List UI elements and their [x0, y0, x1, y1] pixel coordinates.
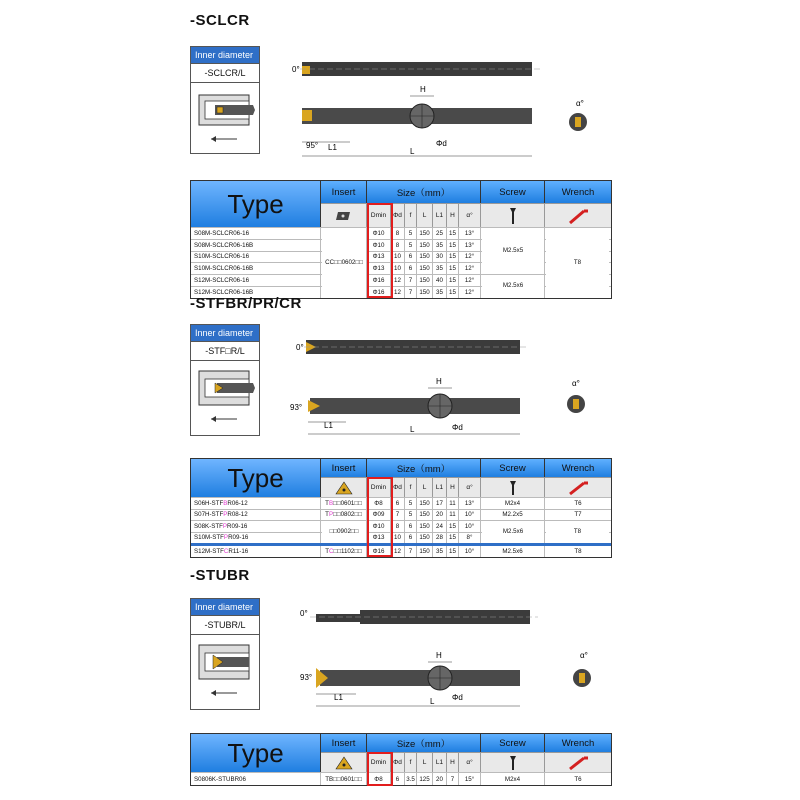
tool-drawing-stubr [280, 600, 600, 715]
angle-93-label: 93° [290, 403, 303, 412]
col-f: f [405, 752, 417, 772]
type-header: Type [191, 181, 321, 227]
col-alpha: α° [459, 203, 481, 227]
cell-d: 10 [391, 533, 405, 544]
alpha-label: α° [580, 651, 588, 660]
angle-0-label: 0° [300, 609, 308, 618]
dim-h-label: H [420, 85, 426, 94]
inner-diameter-code: -SCLCR/L [191, 64, 259, 83]
dmin-highlight [367, 752, 393, 786]
cell-L: 125 [417, 773, 433, 785]
insert-variant: P [328, 511, 334, 519]
insert-cell [321, 546, 367, 557]
inner-diameter-label: Inner diameter [191, 325, 259, 342]
cell-H: 15 [447, 240, 459, 251]
insert-cell: TB□□0601□□ [321, 773, 367, 785]
cell-f: 5 [405, 498, 417, 509]
cell-H: 15 [447, 521, 459, 532]
cell-dmin: Φ8 [367, 498, 391, 509]
cell-L: 150 [417, 240, 433, 251]
dim-d-label: Φd [452, 693, 463, 702]
cell-f: 7 [405, 287, 417, 298]
model-prefix: S10M-STF [194, 534, 224, 542]
col-l: L [417, 203, 433, 227]
cell-L1: 30 [433, 252, 447, 263]
boring-schematic [191, 83, 259, 153]
cell-d: 12 [391, 275, 405, 286]
table-row [191, 509, 611, 521]
model-cell: S08M-SCLCR06-16B [191, 240, 321, 251]
model-variant: C [223, 547, 229, 555]
col-d: Φd [391, 203, 405, 227]
cell-d: 10 [391, 252, 405, 263]
cell-dmin: Φ10 [367, 240, 391, 251]
cell-a: 12° [459, 287, 481, 298]
model-variant: P [222, 522, 228, 530]
tool-drawing-stfbr [280, 330, 600, 445]
dim-l1-label: L1 [334, 693, 343, 702]
section-title-stfbr: -STFBR/PR/CR [190, 295, 302, 312]
model-variant: P [223, 511, 228, 519]
cell-dmin: Φ13 [367, 533, 391, 544]
insert-merged: □□0902□□ [322, 521, 366, 542]
cell-H: 15 [447, 252, 459, 263]
model-suffix: R09-16 [228, 534, 249, 542]
insert-cell [321, 510, 367, 521]
dim-d-label: Φd [452, 423, 463, 432]
dim-h-label: H [436, 377, 442, 386]
cell-L1: 17 [433, 498, 447, 509]
col-dmin: Dmin [367, 752, 391, 772]
insert-cell [321, 498, 367, 509]
angle-93-label: 93° [300, 673, 313, 682]
cell-dmin: Φ16 [367, 546, 391, 557]
inner-diameter-label: Inner diameter [191, 47, 259, 64]
table-row [191, 543, 611, 557]
model-prefix: S06H-STF [194, 499, 224, 507]
cell-L1: 35 [433, 287, 447, 298]
col-h: H [447, 752, 459, 772]
model-suffix: R08-12 [227, 511, 248, 519]
cell-dmin: Φ10 [367, 228, 391, 239]
type-header: Type [191, 734, 321, 772]
cell-d: 7 [391, 510, 405, 521]
dim-l-label: L [430, 697, 435, 706]
angle-0-label: 0° [292, 65, 300, 74]
insert-prefix: T [325, 499, 329, 507]
cell-d: 10 [391, 263, 405, 274]
boring-schematic [191, 635, 259, 709]
col-alpha: α° [459, 752, 481, 772]
cell-f: 6 [405, 252, 417, 263]
insert-icon [321, 203, 367, 227]
cell-H: 7 [447, 773, 459, 785]
col-l1: L1 [433, 203, 447, 227]
cell-a: 10° [459, 510, 481, 521]
wrench-cell: T6 [574, 775, 582, 783]
model-cell [191, 510, 321, 521]
cell-L: 150 [417, 287, 433, 298]
model-suffix: R09-16 [227, 522, 248, 530]
wrench-cell: T8 [574, 547, 582, 555]
col-dmin: Dmin [367, 203, 391, 227]
cell-H: 15 [447, 275, 459, 286]
screw-merged: M2.5x6 [482, 521, 544, 542]
section-title-stubr: -STUBR [190, 567, 250, 584]
screw-icon [481, 477, 545, 497]
col-h: H [447, 203, 459, 227]
inner-diameter-box [190, 598, 260, 710]
inner-diameter-label: Inner diameter [191, 599, 259, 616]
cell-f: 6 [405, 263, 417, 274]
cell-L1: 35 [433, 546, 447, 557]
cell-f: 7 [405, 546, 417, 557]
screw-icon [481, 203, 545, 227]
model-cell: S10M-SCLCR06-16 [191, 252, 321, 263]
screw-icon [481, 752, 545, 772]
cell-L: 150 [417, 263, 433, 274]
cell-L: 150 [417, 228, 433, 239]
insert-variant: C [329, 547, 334, 555]
wrench-header: Wrench [545, 181, 611, 203]
cell-L1: 35 [433, 240, 447, 251]
model-variant: B [223, 499, 228, 507]
inner-diameter-code: -STUBR/L [191, 616, 259, 635]
cell-f: 6 [405, 533, 417, 544]
cell-L1: 40 [433, 275, 447, 286]
alpha-label: α° [572, 379, 580, 388]
screw-header: Screw [481, 459, 545, 477]
cell-a: 13° [459, 228, 481, 239]
col-l1: L1 [433, 477, 447, 497]
cell-a: 8° [459, 533, 481, 544]
cell-L: 150 [417, 546, 433, 557]
cell-d: 12 [391, 546, 405, 557]
screw-cell: M2x4 [481, 498, 545, 509]
col-l: L [417, 477, 433, 497]
cell-L: 150 [417, 510, 433, 521]
model-variant: P [223, 534, 229, 542]
wrench-icon [545, 203, 611, 227]
insert-header: Insert [321, 459, 367, 477]
cell-f: 3.5 [405, 773, 417, 785]
model-prefix: S08K-STF [194, 522, 223, 530]
insert-suffix: □□1102□□ [333, 547, 362, 555]
col-dmin: Dmin [367, 477, 391, 497]
dim-l-label: L [410, 425, 415, 434]
col-f: f [405, 203, 417, 227]
boring-schematic [191, 361, 259, 435]
wrench-merged: T8 [546, 521, 609, 542]
cell-H: 15 [447, 228, 459, 239]
insert-header: Insert [321, 181, 367, 203]
wrench-header: Wrench [545, 734, 611, 752]
model-prefix: S12M-STF [194, 547, 224, 555]
cell-H: 15 [447, 533, 459, 544]
screw-merged-2: M2.5x6 [482, 275, 544, 297]
dim-l-label: L [410, 147, 415, 156]
wrench-merged: T8 [546, 228, 609, 297]
cell-f: 5 [405, 228, 417, 239]
cell-L: 150 [417, 252, 433, 263]
cell-f: 5 [405, 510, 417, 521]
screw-cell: M2.5x6 [481, 546, 545, 557]
cell-d: 8 [391, 521, 405, 532]
insert-header: Insert [321, 734, 367, 752]
dim-l1-label: L1 [328, 143, 337, 152]
col-alpha: α° [459, 477, 481, 497]
size-header: Size（mm） [367, 459, 481, 477]
cell-d: 6 [391, 498, 405, 509]
inner-diameter-code: -STF□R/L [191, 342, 259, 361]
wrench-header: Wrench [545, 459, 611, 477]
cell-dmin: Φ16 [367, 275, 391, 286]
insert-prefix: T [325, 547, 330, 555]
model-cell [191, 498, 321, 509]
inner-diameter-box [190, 324, 260, 436]
col-f: f [405, 477, 417, 497]
cell-d: 8 [391, 240, 405, 251]
screw-merged-1: M2.5x5 [482, 228, 544, 273]
cell-H: 11 [447, 510, 459, 521]
angle-0-label: 0° [296, 343, 304, 352]
model-cell: S10M-SCLCR06-16B [191, 263, 321, 274]
cell-L: 150 [417, 533, 433, 544]
col-h: H [447, 477, 459, 497]
cell-H: 11 [447, 498, 459, 509]
cell-a: 12° [459, 252, 481, 263]
angle-95-label: 95° [306, 141, 319, 150]
model-prefix: S07H-STF [194, 511, 224, 519]
cell-f: 6 [405, 521, 417, 532]
col-l: L [417, 752, 433, 772]
alpha-label: α° [576, 99, 584, 108]
cell-H: 15 [447, 263, 459, 274]
cell-L1: 28 [433, 533, 447, 544]
insert-suffix: □□0601□□ [333, 499, 362, 507]
col-d: Φd [391, 477, 405, 497]
model-cell [191, 546, 321, 557]
model-suffix: R11-16 [228, 547, 249, 555]
insert-variant: B [328, 499, 334, 507]
tool-drawing-sclcr [280, 50, 600, 175]
wrench-cell: T6 [574, 499, 582, 507]
model-suffix: R06-12 [227, 499, 248, 507]
dim-l1-label: L1 [324, 421, 333, 430]
screw-cell: M2x4 [481, 773, 545, 785]
wrench-icon [545, 752, 611, 772]
cell-dmin: Φ13 [367, 263, 391, 274]
inner-diameter-box [190, 46, 260, 154]
screw-header: Screw [481, 181, 545, 203]
cell-a: 15° [459, 773, 481, 785]
cell-L1: 25 [433, 228, 447, 239]
model-cell: S12M-SCLCR06-16 [191, 275, 321, 286]
cell-dmin: Φ8 [367, 773, 391, 785]
cell-a: 12° [459, 275, 481, 286]
insert-suffix: □□0802□□ [333, 511, 362, 519]
cell-L1: 35 [433, 263, 447, 274]
dim-d-label: Φd [436, 139, 447, 148]
model-cell [191, 533, 321, 544]
cell-dmin: Φ13 [367, 252, 391, 263]
cell-f: 5 [405, 240, 417, 251]
cell-d: 8 [391, 228, 405, 239]
cell-H: 15 [447, 287, 459, 298]
model-cell: S08M-SCLCR06-16 [191, 228, 321, 239]
cell-a: 10° [459, 521, 481, 532]
type-header: Type [191, 459, 321, 497]
cell-dmin: Φ16 [367, 287, 391, 298]
insert-code-merged: CC□□0602□□ [322, 228, 366, 297]
cell-dmin: Φ09 [367, 510, 391, 521]
cell-d: 12 [391, 287, 405, 298]
cell-H: 15 [447, 546, 459, 557]
cell-d: 6 [391, 773, 405, 785]
cell-L1: 24 [433, 521, 447, 532]
insert-prefix: T [325, 511, 329, 519]
model-cell: S12M-SCLCR06-16B [191, 287, 321, 298]
col-d: Φd [391, 752, 405, 772]
table-row [191, 772, 611, 785]
dim-h-label: H [436, 651, 442, 660]
cell-L: 150 [417, 275, 433, 286]
insert-icon [321, 477, 367, 497]
spec-table-stubr [190, 733, 612, 786]
dmin-highlight [367, 203, 393, 298]
screw-header: Screw [481, 734, 545, 752]
cell-a: 10° [459, 546, 481, 557]
cell-f: 7 [405, 275, 417, 286]
cell-a: 13° [459, 240, 481, 251]
wrench-icon [545, 477, 611, 497]
cell-L1: 20 [433, 510, 447, 521]
cell-a: 12° [459, 263, 481, 274]
dmin-highlight [367, 477, 393, 557]
size-header: Size（mm） [367, 734, 481, 752]
table-row [191, 497, 611, 509]
cell-L: 150 [417, 521, 433, 532]
wrench-cell: T7 [574, 511, 582, 519]
section-title-sclcr: -SCLCR [190, 12, 250, 29]
cell-a: 13° [459, 498, 481, 509]
cell-L: 150 [417, 498, 433, 509]
model-cell: S0806K-STUBR06 [191, 773, 321, 785]
cell-L1: 20 [433, 773, 447, 785]
col-l1: L1 [433, 752, 447, 772]
cell-dmin: Φ10 [367, 521, 391, 532]
size-header: Size（mm） [367, 181, 481, 203]
model-cell [191, 521, 321, 532]
screw-cell: M2.2x5 [481, 510, 545, 521]
insert-icon [321, 752, 367, 772]
spec-table-sclcr [190, 180, 612, 299]
spec-table-stfbr [190, 458, 612, 558]
